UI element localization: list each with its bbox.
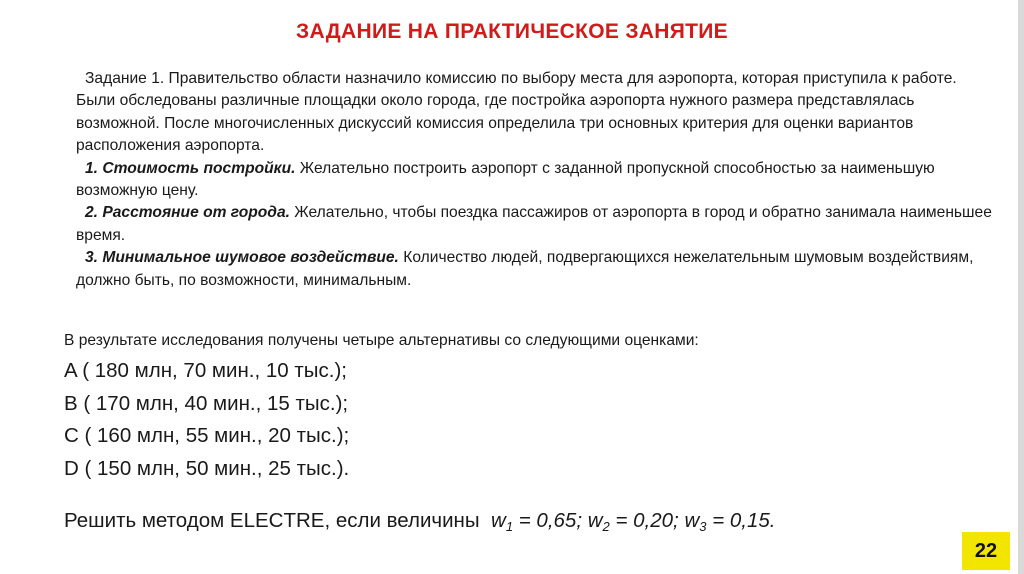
page-number-badge xyxy=(962,532,1010,570)
task-paragraph: Задание 1. Правительство области назначило комиссию по выбору места для аэропорта, которая приступила к работе. Были обследованы различные площадки около города, где постройка аэропорта нужного размера представлялась возможной. После многочисленных дискуссий комиссия определила три основных критерия для оценки вариантов расположения аэропорта. xyxy=(76,70,957,155)
criterion-2-text: Желательно, чтобы поездка пассажиров от аэропорта в город и обратно занимала наименьшее время. xyxy=(76,204,992,244)
criterion-3-name: 3. Минимальное шумовое воздействие. xyxy=(85,249,399,267)
slide-title: ЗАДАНИЕ НА ПРАКТИЧЕСКОЕ ЗАНЯТИЕ xyxy=(296,20,728,43)
criterion-1 xyxy=(76,158,996,203)
criterion-3 xyxy=(76,247,996,292)
page-number: 22 xyxy=(974,539,998,562)
criterion-3-text: Количество людей, подвергающихся нежелательным шумовым воздействиям, должно быть, по возможности, минимальным. xyxy=(76,249,974,289)
alternatives-list xyxy=(64,355,349,485)
alternatives-intro: В результате исследования получены четыре альтернативы со следующими оценками: xyxy=(64,332,699,349)
alternative-d: D ( 150 млн, 50 мин., 25 тыс.). xyxy=(64,456,350,480)
criterion-1-text: Желательно построить аэропорт с заданной пропускной способностью за наименьшую возможную цену. xyxy=(76,159,935,200)
solve-instruction xyxy=(64,508,775,534)
slide-edge-strip xyxy=(1018,0,1024,574)
solve-text: Решить методом ELECTRE, если величины xyxy=(64,509,480,532)
criterion-2-name: 2. Расстояние от города. xyxy=(85,204,290,222)
alternative-c: C ( 160 млн, 55 мин., 20 тыс.); xyxy=(64,424,350,447)
alternative-a: A ( 180 млн, 70 мин., 10 тыс.); xyxy=(64,359,347,382)
task-text xyxy=(76,68,996,292)
weight-2: $w_2 = 0,20$; xyxy=(587,509,679,534)
weight-1: $w_1 = 0,65$; xyxy=(491,509,583,534)
criterion-1-name: 1. Стоимость постройки. xyxy=(85,159,296,177)
criterion-2 xyxy=(76,202,996,247)
weight-3: $w_3 = 0,15$. xyxy=(684,509,776,534)
alternative-b: B ( 170 млн, 40 мин., 15 тыс.); xyxy=(64,391,349,415)
